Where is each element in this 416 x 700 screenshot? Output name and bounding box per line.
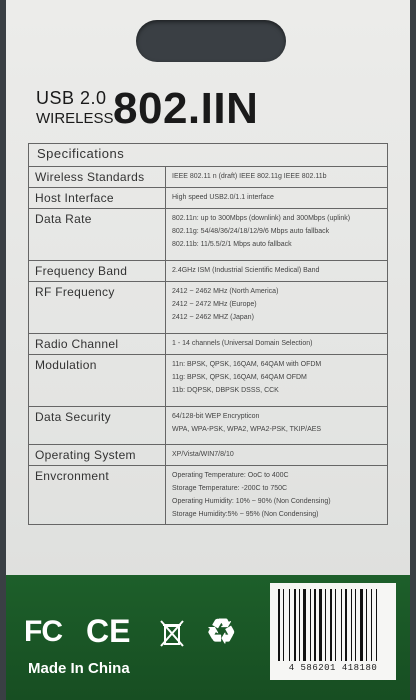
spec-value-line: High speed USB2.0/1.1 interface bbox=[172, 194, 274, 201]
spec-label: Wireless Standards bbox=[29, 167, 166, 188]
spec-label: Envcronment bbox=[29, 466, 166, 525]
spec-value-line: 2412 ~ 2462 MHz (North America) bbox=[172, 288, 279, 295]
barcode-bar bbox=[371, 589, 372, 661]
spec-row bbox=[29, 445, 388, 466]
model-title: 802.IIN bbox=[113, 84, 259, 133]
spec-value-line: 1 - 14 channels (Universal Domain Selection) bbox=[172, 340, 313, 347]
barcode-bar bbox=[341, 589, 342, 661]
spec-label: Host Interface bbox=[29, 188, 166, 209]
package-card bbox=[6, 0, 410, 700]
barcode-bar bbox=[355, 589, 356, 661]
barcode-bar bbox=[366, 589, 367, 661]
barcode-bar bbox=[345, 589, 347, 661]
spec-value-line: Operating Humidity: 10% ~ 90% (Non Condensing) bbox=[172, 498, 331, 505]
wireless-label: WIRELESS bbox=[36, 110, 114, 127]
spec-value-line: Storage Temperature: -200C to 750C bbox=[172, 485, 288, 492]
spec-value bbox=[166, 355, 388, 407]
spec-value-line: 11g: BPSK, QPSK, 16QAM, 64QAM OFDM bbox=[172, 374, 307, 381]
spec-value bbox=[166, 188, 388, 209]
spec-value-line: XP/Vista/WIN7/8/10 bbox=[172, 451, 234, 458]
spec-value bbox=[166, 334, 388, 355]
spec-value bbox=[166, 167, 388, 188]
spec-value-line: 2.4GHz ISM (Industrial Scientific Medical) Band bbox=[172, 267, 320, 274]
spec-value-line: Storage Humidity:5% ~ 95% (Non Condensing) bbox=[172, 511, 319, 518]
spec-label: Data Rate bbox=[29, 209, 166, 261]
spec-row bbox=[29, 282, 388, 334]
made-in-label: Made In China bbox=[28, 660, 130, 677]
spec-value-line: 11b: DQPSK, DBPSK DSSS, CCK bbox=[172, 387, 279, 394]
spec-row bbox=[29, 407, 388, 445]
spec-label: Operating System bbox=[29, 445, 166, 466]
spec-table bbox=[28, 143, 388, 525]
fcc-mark: FC bbox=[24, 615, 62, 648]
spec-value-line: 2412 ~ 2472 MHz (Europe) bbox=[172, 301, 257, 308]
weee-bin-icon bbox=[158, 618, 186, 655]
spec-value bbox=[166, 445, 388, 466]
barcode-bar bbox=[335, 589, 336, 661]
spec-value bbox=[166, 261, 388, 282]
spec-row bbox=[29, 334, 388, 355]
barcode-bar bbox=[360, 589, 363, 661]
barcode-bar bbox=[314, 589, 316, 661]
spec-row bbox=[29, 209, 388, 261]
usb-label: USB 2.0 bbox=[36, 88, 107, 108]
spec-row bbox=[29, 261, 388, 282]
spec-label: Data Security bbox=[29, 407, 166, 445]
barcode-number: 4 586201 418180 bbox=[288, 663, 378, 673]
barcode bbox=[270, 583, 396, 680]
barcode-bar bbox=[283, 589, 284, 661]
spec-row bbox=[29, 167, 388, 188]
spec-value bbox=[166, 466, 388, 525]
spec-label: Modulation bbox=[29, 355, 166, 407]
spec-value-line: WPA, WPA-PSK, WPA2, WPA2-PSK, TKIP/AES bbox=[172, 426, 322, 433]
spec-value bbox=[166, 407, 388, 445]
spec-value-line: IEEE 802.11 n (draft) IEEE 802.11g IEEE 802.11b bbox=[172, 173, 327, 180]
recycle-icon: ♻ bbox=[206, 613, 237, 651]
spec-value-line: 802.11g: 54/48/36/24/18/12/9/6 Mbps auto fallback bbox=[172, 228, 330, 235]
spec-row bbox=[29, 466, 388, 525]
barcode-bar bbox=[310, 589, 311, 661]
spec-value-line: 802.11n: up to 300Mbps (downlink) and 300Mbps (uplink) bbox=[172, 215, 351, 222]
barcode-bar bbox=[376, 589, 377, 661]
spec-value-line: 802.11b: 11/5.5/2/1 Mbps auto fallback bbox=[172, 241, 292, 248]
ce-mark: CE bbox=[86, 613, 131, 649]
spec-label: Radio Channel bbox=[29, 334, 166, 355]
spec-value-line: 11n: BPSK, QPSK, 16QAM, 64QAM with OFDM bbox=[172, 361, 322, 368]
barcode-bar bbox=[330, 589, 332, 661]
spec-value-line: 64/128-bit WEP Encrypticon bbox=[172, 413, 260, 420]
spec-label: Frequency Band bbox=[29, 261, 166, 282]
barcode-bar bbox=[325, 589, 326, 661]
spec-value bbox=[166, 209, 388, 261]
spec-value bbox=[166, 282, 388, 334]
barcode-bars bbox=[278, 589, 388, 663]
spec-row bbox=[29, 355, 388, 407]
spec-value-line: 2412 ~ 2462 MHZ (Japan) bbox=[172, 314, 254, 321]
barcode-bar bbox=[294, 589, 296, 661]
barcode-bar bbox=[303, 589, 306, 661]
barcode-bar bbox=[319, 589, 322, 661]
barcode-bar bbox=[299, 589, 300, 661]
spec-label: RF Frequency bbox=[29, 282, 166, 334]
spec-row bbox=[29, 188, 388, 209]
barcode-bar bbox=[351, 589, 352, 661]
spec-title: Specifications bbox=[29, 144, 388, 167]
spec-value-line: Operating Temperature: OoC to 400C bbox=[172, 472, 289, 479]
hang-hole bbox=[136, 20, 286, 62]
barcode-bar bbox=[289, 589, 290, 661]
barcode-bar bbox=[278, 589, 280, 661]
spec-title-row bbox=[29, 144, 388, 167]
